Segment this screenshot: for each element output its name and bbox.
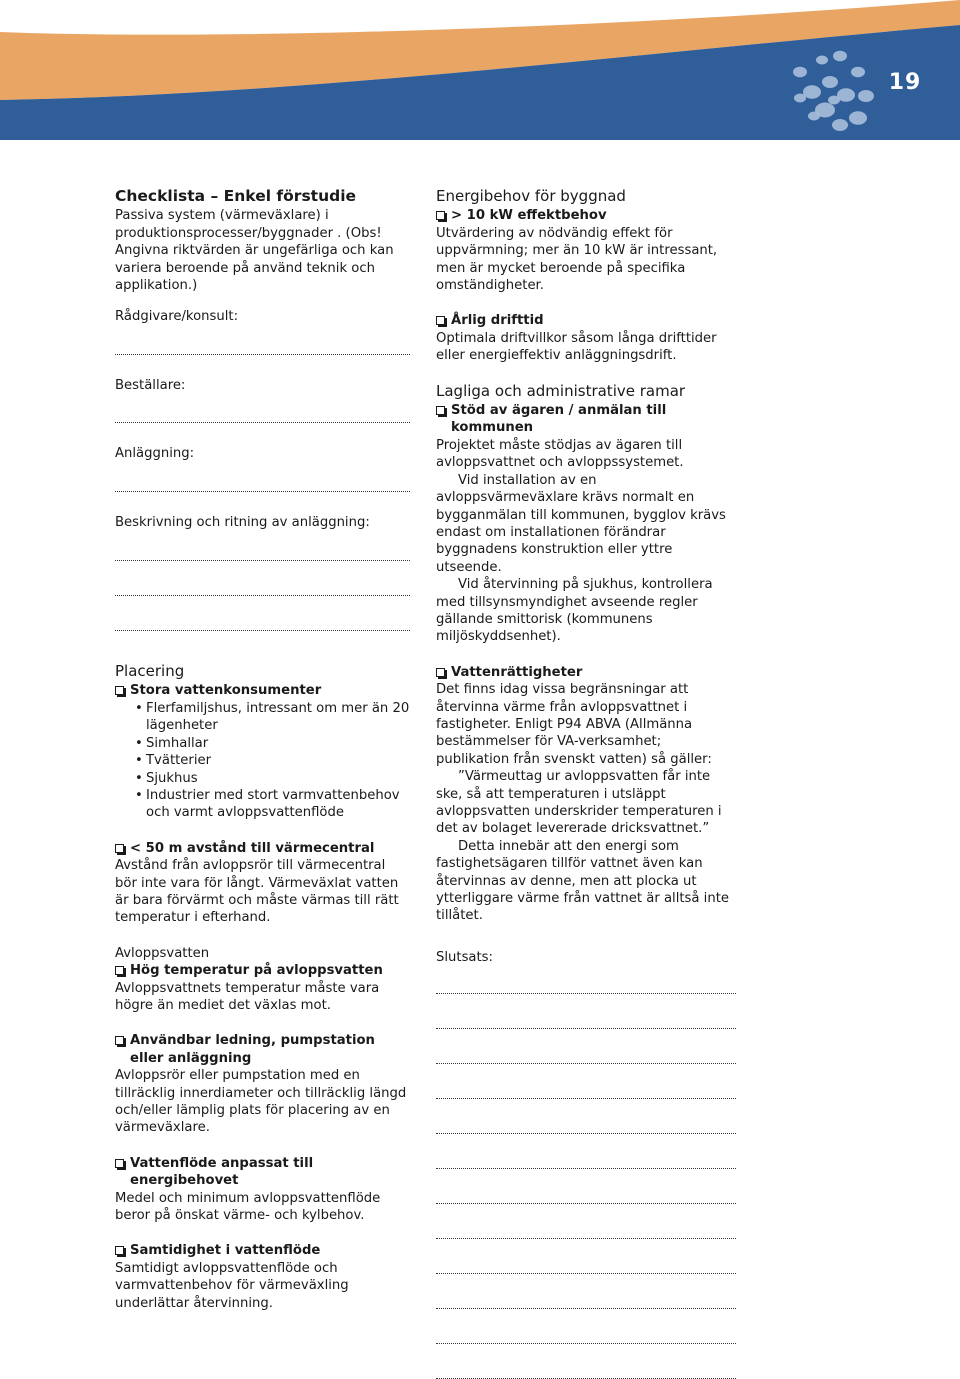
stod-text-3: Vid återvinning på sjukhus, kontrollera med tillsynsmyndighet avseende regler gällande smittorisk (kommunens miljöskyddsenhet). <box>436 577 713 645</box>
checkbox-hog-temperatur[interactable]: Hög temperatur på avloppsvatten <box>115 962 410 979</box>
drifttid-text: Optimala driftvillkor såsom långa drifttider eller energieffektiv anläggningsdrift. <box>436 330 717 364</box>
flower-petal <box>793 67 807 78</box>
samtidighet-text: Samtidigt avloppsvattenflöde och varmvattenbehov för värmeväxling underlättar återvinning. <box>115 1260 349 1311</box>
slutsats-line[interactable] <box>436 1062 736 1064</box>
flower-petal <box>828 96 840 105</box>
list-item: • Industrier med stort varmvattenbehov och varmt avloppsvattenflöde <box>135 787 410 822</box>
flower-petal <box>794 94 806 103</box>
list-item: • Flerfamiljshus, intressant om mer än 20 lägenheter <box>135 700 410 735</box>
avloppsvatten-heading: Avloppsvatten <box>115 945 210 961</box>
vattenrattigheter-text-2: Detta innebär att den energi som fastighetsägaren tillför vattnet även kan återvinnas av denne, men att plocka ut ytterliggare värme från vattnet är alltså inte tillåtet. <box>436 838 729 924</box>
checkbox-arlig-drifttid[interactable]: Årlig drifttid <box>436 312 736 329</box>
slutsats-line[interactable] <box>436 992 736 994</box>
checkbox-vattenflode[interactable]: Vattenflöde anpassat till energibehovet <box>115 1155 410 1190</box>
slutsats-line[interactable] <box>436 1097 736 1099</box>
field-label-advisor: Rådgivare/konsult: <box>115 309 239 325</box>
slutsats-label: Slutsats: <box>436 949 493 965</box>
vattenrattigheter-quote: ”Värmeuttag ur avloppsvatten får inte ske, så att temperaturen i utsläppt avloppsvatten underskrider temperaturen i det av bolaget levererade dricksvattnet.” <box>436 769 722 837</box>
stod-text-1: Projektet måste stödjas av ägaren till avloppsvattnet och avloppssystemet. <box>436 437 684 471</box>
slutsats-line[interactable] <box>436 1132 736 1134</box>
field-label-facility: Anläggning: <box>115 446 195 462</box>
flower-petal <box>849 111 867 125</box>
hog-temperatur-text: Avloppsvattnets temperatur måste vara högre än mediet det växlas mot. <box>115 980 380 1013</box>
slutsats-lines <box>436 992 736 1379</box>
checkbox-stora-vattenkonsumenter[interactable]: Stora vattenkonsumenter <box>115 682 410 699</box>
flower-petal <box>858 90 874 102</box>
checklist-title: Checklista – Enkel förstudie <box>115 187 357 205</box>
flower-petal <box>833 51 847 62</box>
placering-heading: Placering <box>115 662 185 681</box>
list-item: • Sjukhus <box>135 770 410 787</box>
vattenrattigheter-text-1: Det finns idag vissa begränsningar att återvinna värme från avloppsvattnet i fastigheter. Enligt P94 ABVA (Allmänna bestämmelser för VA-verksamhet; publikation från svenskt vatten) så gäller: <box>436 682 712 767</box>
page-number: 19 <box>888 70 922 95</box>
vattenflode-text: Medel och minimum avloppsvattenflöde beror på önskat värme- och kylbehov. <box>115 1190 381 1224</box>
checkbox-vattenrattigheter[interactable]: Vattenrättigheter <box>436 664 736 681</box>
slutsats-line[interactable] <box>436 1167 736 1169</box>
checkbox-avstand-varmecentral[interactable]: < 50 m avstånd till värmecentral <box>115 840 410 857</box>
list-item: • Tvätterier <box>135 752 410 769</box>
slutsats-line[interactable] <box>436 1237 736 1239</box>
flower-petal <box>822 76 838 88</box>
flower-petal <box>808 112 820 121</box>
lagliga-heading: Lagliga och administrative ramar <box>436 381 686 400</box>
flower-petal <box>851 67 865 78</box>
slutsats-line[interactable] <box>436 1307 736 1309</box>
flower-petal <box>832 119 848 131</box>
checkbox-effektbehov[interactable]: > 10 kW effektbehov <box>436 207 736 224</box>
avstand-text: Avstånd från avloppsrör till värmecentral bör inte vara för långt. Värmeväxlat vatten är bara förvärmt och måste värmas till rätt temperatur i efterhand. <box>115 858 399 926</box>
right-column <box>436 188 736 1379</box>
field-label-description: Beskrivning och ritning av anläggning: <box>115 514 370 530</box>
slutsats-line[interactable] <box>436 1027 736 1029</box>
checkbox-samtidighet[interactable]: Samtidighet i vattenflöde <box>115 1242 410 1259</box>
intro-text: Passiva system (värmeväxlare) i produktionsprocesser/byggnader . (Obs! Angivna riktvärden är ungefärliga och kan variera beroende på använd teknik och applikation.) <box>115 208 394 294</box>
slutsats-line[interactable] <box>436 1202 736 1204</box>
left-column <box>115 188 410 1312</box>
effektbehov-text: Utvärdering av nödvändig effekt för uppvärmning; mer än 10 kW är intressant, men är mycket beroende på specifika omständigheter. <box>436 225 718 294</box>
checkbox-anvandbar-ledning[interactable]: Användbar ledning, pumpstation eller anläggning <box>115 1032 410 1067</box>
stod-text-2: Vid installation av en avloppsvärmeväxlare krävs normalt en bygganmälan till kommunen, bygglov krävs endast om installationen förändrar byggnadens konstruktion eller yttre utseende. <box>436 472 726 575</box>
slutsats-line[interactable] <box>436 1342 736 1344</box>
flower-petal <box>816 56 828 65</box>
header-banner <box>0 0 960 140</box>
list-item: • Simhallar <box>135 735 410 752</box>
anvandbar-ledning-text: Avloppsrör eller pumpstation med en tillräcklig innerdiameter och tillräcklig längd och/eller lämplig plats för placering av en värmeväxlare. <box>115 1068 407 1136</box>
consumer-list <box>115 700 410 822</box>
energibehov-heading: Energibehov för byggnad <box>436 187 626 205</box>
field-label-client: Beställare: <box>115 377 186 393</box>
checkbox-stod-av-agaren[interactable]: Stöd av ägaren / anmälan till kommunen <box>436 402 736 437</box>
